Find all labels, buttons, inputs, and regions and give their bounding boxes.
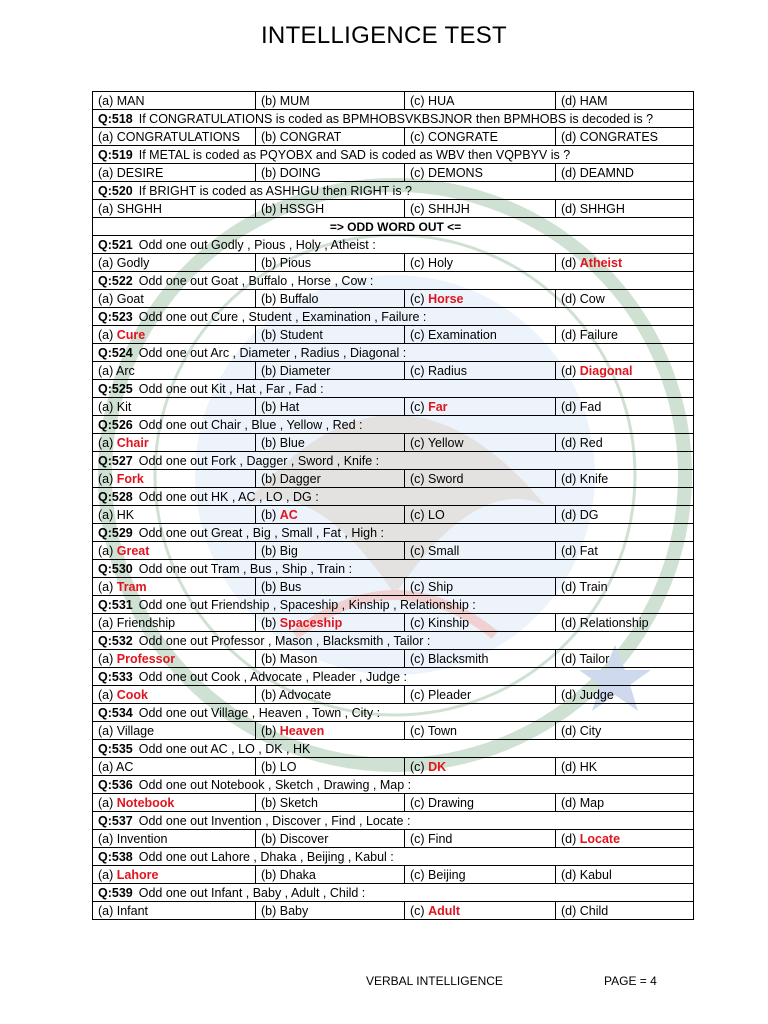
options-row — [93, 290, 694, 308]
option-cell: (b) Dagger — [256, 470, 405, 488]
question-number: Q:539 — [98, 885, 133, 900]
option-cell: (d) Fat — [556, 542, 694, 560]
correct-answer-cell: (b) AC — [256, 506, 405, 524]
question-number: Q:526 — [98, 417, 133, 432]
option-cell: (a) Kit — [93, 398, 256, 416]
question-cell — [93, 740, 694, 758]
question-number: Q:521 — [98, 237, 133, 252]
question-row — [93, 848, 694, 866]
footer-section-label: VERBAL INTELLIGENCE — [366, 974, 503, 988]
question-row — [93, 344, 694, 362]
question-cell — [93, 416, 694, 434]
question-row — [93, 236, 694, 254]
correct-answer-cell: (d) Atheist — [556, 254, 694, 272]
correct-answer-cell: (c) DK — [405, 758, 556, 776]
option-cell: (d) CONGRATES — [556, 128, 694, 146]
question-cell — [93, 344, 694, 362]
options-row — [93, 326, 694, 344]
option-cell: (a) Arc — [93, 362, 256, 380]
option-cell: (d) City — [556, 722, 694, 740]
question-row — [93, 380, 694, 398]
option-cell: (b) LO — [256, 758, 405, 776]
question-number: Q:530 — [98, 561, 133, 576]
question-number: Q:538 — [98, 849, 133, 864]
option-cell: (a) AC — [93, 758, 256, 776]
option-cell: (d) Red — [556, 434, 694, 452]
options-row — [93, 362, 694, 380]
question-cell — [93, 884, 694, 902]
option-cell: (c) Examination — [405, 326, 556, 344]
option-cell: (b) Bus — [256, 578, 405, 596]
option-cell: (a) HK — [93, 506, 256, 524]
options-row — [93, 164, 694, 182]
options-row — [93, 650, 694, 668]
question-cell — [93, 704, 694, 722]
question-number: Q:518 — [98, 111, 133, 126]
option-cell: (b) MUM — [256, 92, 405, 110]
option-cell: (c) Town — [405, 722, 556, 740]
section-heading: => ODD WORD OUT <= — [93, 218, 694, 236]
options-row — [93, 200, 694, 218]
option-cell: (a) SHGHH — [93, 200, 256, 218]
option-cell: (c) Sword — [405, 470, 556, 488]
options-row — [93, 398, 694, 416]
option-cell: (b) Diameter — [256, 362, 405, 380]
question-row — [93, 668, 694, 686]
correct-answer-cell: (a) Lahore — [93, 866, 256, 884]
option-cell: (b) Mason — [256, 650, 405, 668]
question-number: Q:529 — [98, 525, 133, 540]
option-cell: (d) SHHGH — [556, 200, 694, 218]
question-cell — [93, 110, 694, 128]
question-row — [93, 560, 694, 578]
options-row — [93, 470, 694, 488]
options-row — [93, 902, 694, 920]
question-row — [93, 488, 694, 506]
option-cell: (d) HK — [556, 758, 694, 776]
option-cell: (c) Kinship — [405, 614, 556, 632]
option-cell: (c) LO — [405, 506, 556, 524]
page-title: INTELLIGENCE TEST — [260, 22, 508, 49]
question-number: Q:520 — [98, 183, 133, 198]
option-cell: (b) Blue — [256, 434, 405, 452]
question-cell — [93, 488, 694, 506]
question-cell — [93, 380, 694, 398]
option-cell: (b) Dhaka — [256, 866, 405, 884]
question-number: Q:524 — [98, 345, 133, 360]
correct-answer-cell: (b) Spaceship — [256, 614, 405, 632]
option-cell: (a) Village — [93, 722, 256, 740]
question-cell — [93, 308, 694, 326]
question-text: Odd one out Godly , Pious , Holy , Atheist : — [138, 237, 376, 252]
question-row — [93, 632, 694, 650]
option-cell: (a) Goat — [93, 290, 256, 308]
question-row — [93, 884, 694, 902]
question-text: Odd one out Infant , Baby , Adult , Child : — [138, 885, 366, 900]
question-cell — [93, 236, 694, 254]
correct-answer-cell: (a) Cure — [93, 326, 256, 344]
question-cell — [93, 524, 694, 542]
option-cell: (d) Child — [556, 902, 694, 920]
option-cell: (c) Small — [405, 542, 556, 560]
question-number: Q:532 — [98, 633, 133, 648]
option-cell: (c) Pleader — [405, 686, 556, 704]
question-cell — [93, 848, 694, 866]
correct-answer-cell: (a) Chair — [93, 434, 256, 452]
question-text: Odd one out Great , Big , Small , Fat , High : — [138, 525, 385, 540]
options-row — [93, 614, 694, 632]
question-text: Odd one out Friendship , Spaceship , Kinship , Relationship : — [138, 597, 476, 612]
question-row — [93, 812, 694, 830]
question-text: Odd one out Arc , Diameter , Radius , Diagonal : — [138, 345, 407, 360]
option-cell: (c) CONGRATE — [405, 128, 556, 146]
question-row — [93, 308, 694, 326]
question-cell — [93, 632, 694, 650]
option-cell: (b) Big — [256, 542, 405, 560]
question-row — [93, 146, 694, 164]
correct-answer-cell: (c) Adult — [405, 902, 556, 920]
option-cell: (d) Failure — [556, 326, 694, 344]
option-cell: (b) DOING — [256, 164, 405, 182]
question-number: Q:536 — [98, 777, 133, 792]
options-row — [93, 578, 694, 596]
question-text: If BRIGHT is coded as ASHHGU then RIGHT is ? — [138, 183, 412, 198]
question-row — [93, 452, 694, 470]
question-text: Odd one out Cure , Student , Examination , Failure : — [138, 309, 427, 324]
option-cell: (c) Yellow — [405, 434, 556, 452]
option-cell: (b) CONGRAT — [256, 128, 405, 146]
question-row — [93, 416, 694, 434]
option-cell: (c) SHHJH — [405, 200, 556, 218]
option-cell: (a) Godly — [93, 254, 256, 272]
question-number: Q:528 — [98, 489, 133, 504]
question-row — [93, 524, 694, 542]
question-row — [93, 596, 694, 614]
option-cell: (c) Beijing — [405, 866, 556, 884]
option-cell: (d) Knife — [556, 470, 694, 488]
correct-answer-cell: (d) Diagonal — [556, 362, 694, 380]
question-text: Odd one out Village , Heaven , Town , City : — [138, 705, 381, 720]
question-table — [92, 91, 694, 920]
option-cell: (d) Relationship — [556, 614, 694, 632]
question-text: Odd one out Goat , Buffalo , Horse , Cow : — [138, 273, 374, 288]
question-number: Q:525 — [98, 381, 133, 396]
option-cell: (b) Buffalo — [256, 290, 405, 308]
correct-answer-cell: (c) Far — [405, 398, 556, 416]
option-cell: (b) Pious — [256, 254, 405, 272]
question-text: Odd one out AC , LO , DK , HK — [138, 741, 311, 756]
option-cell: (d) Train — [556, 578, 694, 596]
option-cell: (b) HSSGH — [256, 200, 405, 218]
question-text: Odd one out Tram , Bus , Ship , Train : — [138, 561, 353, 576]
question-row — [93, 272, 694, 290]
question-cell — [93, 776, 694, 794]
option-cell: (c) Radius — [405, 362, 556, 380]
option-cell: (a) Friendship — [93, 614, 256, 632]
question-text: If CONGRATULATIONS is coded as BPMHOBSVKBSJNOR then BPMHOBS is decoded is ? — [138, 111, 654, 126]
options-row — [93, 758, 694, 776]
option-cell: (d) Fad — [556, 398, 694, 416]
question-cell — [93, 596, 694, 614]
question-cell — [93, 182, 694, 200]
question-text: If METAL is coded as PQYOBX and SAD is coded as WBV then VQPBYV is ? — [138, 147, 571, 162]
correct-answer-cell: (b) Heaven — [256, 722, 405, 740]
option-cell: (a) CONGRATULATIONS — [93, 128, 256, 146]
question-row — [93, 776, 694, 794]
options-row — [93, 92, 694, 110]
question-number: Q:533 — [98, 669, 133, 684]
question-text: Odd one out Invention , Discover , Find , Locate : — [138, 813, 411, 828]
options-row — [93, 128, 694, 146]
option-cell: (a) Infant — [93, 902, 256, 920]
option-cell: (d) Map — [556, 794, 694, 812]
correct-answer-cell: (a) Fork — [93, 470, 256, 488]
question-number: Q:519 — [98, 147, 133, 162]
option-cell: (c) Holy — [405, 254, 556, 272]
options-row — [93, 506, 694, 524]
correct-answer-cell: (c) Horse — [405, 290, 556, 308]
correct-answer-cell: (a) Notebook — [93, 794, 256, 812]
option-cell: (c) Ship — [405, 578, 556, 596]
option-cell: (b) Discover — [256, 830, 405, 848]
correct-answer-cell: (a) Cook — [93, 686, 256, 704]
option-cell: (c) HUA — [405, 92, 556, 110]
option-cell: (b) Sketch — [256, 794, 405, 812]
question-cell — [93, 560, 694, 578]
options-row — [93, 722, 694, 740]
option-cell: (d) Kabul — [556, 866, 694, 884]
question-number: Q:527 — [98, 453, 133, 468]
option-cell: (d) Cow — [556, 290, 694, 308]
option-cell: (a) Invention — [93, 830, 256, 848]
options-row — [93, 254, 694, 272]
question-text: Odd one out Kit , Hat , Far , Fad : — [138, 381, 324, 396]
option-cell: (d) HAM — [556, 92, 694, 110]
question-cell — [93, 812, 694, 830]
footer-page-number: PAGE = 4 — [604, 974, 657, 988]
options-row — [93, 542, 694, 560]
question-text: Odd one out Cook , Advocate , Pleader , Judge : — [138, 669, 407, 684]
question-number: Q:535 — [98, 741, 133, 756]
question-number: Q:531 — [98, 597, 133, 612]
correct-answer-cell: (a) Professor — [93, 650, 256, 668]
option-cell: (b) Baby — [256, 902, 405, 920]
question-text: Odd one out Professor , Mason , Blacksmith , Tailor : — [138, 633, 431, 648]
option-cell: (a) DESIRE — [93, 164, 256, 182]
question-text: Odd one out Fork , Dagger , Sword , Knife : — [138, 453, 380, 468]
question-number: Q:537 — [98, 813, 133, 828]
option-cell: (d) DEAMND — [556, 164, 694, 182]
question-number: Q:523 — [98, 309, 133, 324]
question-text: Odd one out Lahore , Dhaka , Beijing , Kabul : — [138, 849, 394, 864]
option-cell: (c) Find — [405, 830, 556, 848]
question-row — [93, 740, 694, 758]
correct-answer-cell: (d) Locate — [556, 830, 694, 848]
question-number: Q:534 — [98, 705, 133, 720]
options-row — [93, 866, 694, 884]
option-cell: (b) Advocate — [256, 686, 405, 704]
option-cell: (a) MAN — [93, 92, 256, 110]
question-cell — [93, 146, 694, 164]
question-row — [93, 110, 694, 128]
option-cell: (d) DG — [556, 506, 694, 524]
option-cell: (c) Drawing — [405, 794, 556, 812]
question-text: Odd one out Notebook , Sketch , Drawing , Map : — [138, 777, 412, 792]
question-cell — [93, 452, 694, 470]
options-row — [93, 830, 694, 848]
question-cell — [93, 272, 694, 290]
option-cell: (d) Tailor — [556, 650, 694, 668]
section-header-row — [93, 218, 694, 236]
option-cell: (d) Judge — [556, 686, 694, 704]
question-row — [93, 704, 694, 722]
question-row — [93, 182, 694, 200]
question-text: Odd one out HK , AC , LO , DG : — [138, 489, 319, 504]
question-number: Q:522 — [98, 273, 133, 288]
options-row — [93, 686, 694, 704]
options-row — [93, 794, 694, 812]
option-cell: (c) DEMONS — [405, 164, 556, 182]
correct-answer-cell: (a) Tram — [93, 578, 256, 596]
question-text: Odd one out Chair , Blue , Yellow , Red : — [138, 417, 363, 432]
question-cell — [93, 668, 694, 686]
option-cell: (b) Student — [256, 326, 405, 344]
options-row — [93, 434, 694, 452]
option-cell: (b) Hat — [256, 398, 405, 416]
option-cell: (c) Blacksmith — [405, 650, 556, 668]
correct-answer-cell: (a) Great — [93, 542, 256, 560]
